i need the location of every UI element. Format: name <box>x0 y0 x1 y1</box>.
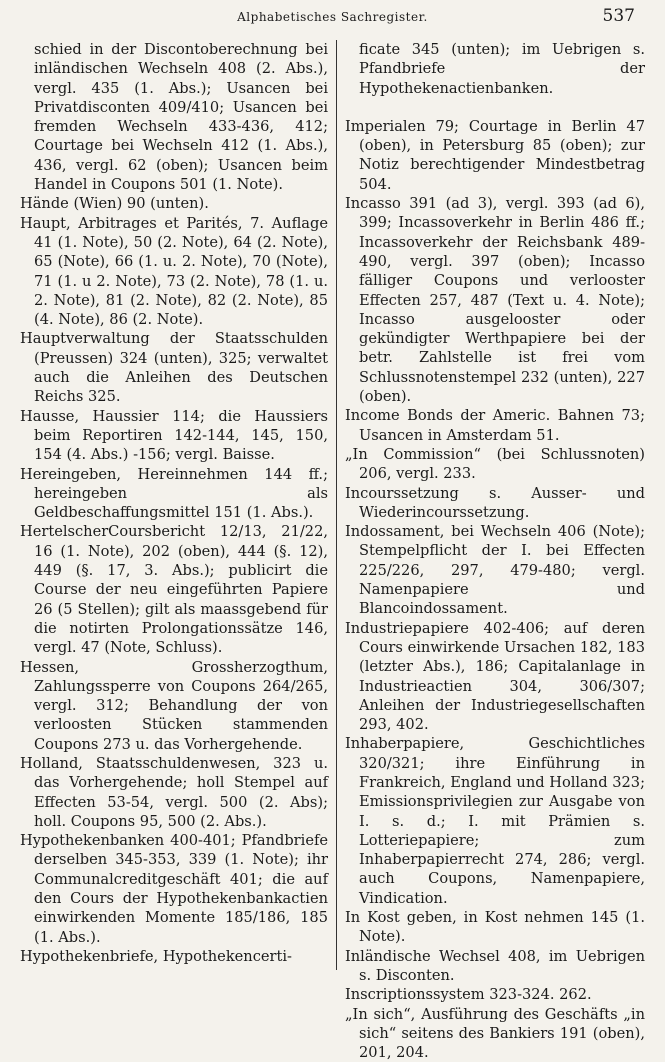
index-entry: Income Bonds der Americ. Bahnen 73; Usancen in Amsterdam 51. <box>345 407 645 444</box>
index-entry: „In sich“, Ausführung des Geschäfts „in sich“ seitens des Bankiers 191 (oben), 201, 204. <box>345 1005 645 1062</box>
index-entry: Hessen, Grossherzogthum, Zahlungssperre von Coupons 264/265, vergl. 312; Behandlung der von verloosten Stücken stammenden Coupons 273 u. das Vorhergehende. <box>20 658 328 753</box>
index-entry: In Kost geben, in Kost nehmen 145 (1. Note). <box>345 909 645 946</box>
page-number: 537 <box>602 6 635 26</box>
index-entry-continuation: ficate 345 (unten); im Uebrigen s. Pfandbriefe der Hypothekenactienbanken. <box>359 41 645 97</box>
index-entry: Incasso 391 (ad 3), vergl. 393 (ad 6), 399; Incassoverkehr in Berlin 486 ff.; Incassoverkehr der Reichsbank 489-490, vergl. 397 (oben); Incasso fälliger Coupons und verlooster Effecten 257, 487 (Text u. 4. Note); Incasso ausgelooster oder gekündigter Werthpapiere bei der betr. Zahlstelle ist frei vom Schlussnotenstempel 232 (unten), 227 (oben). <box>345 195 645 406</box>
index-entry: Inländische Wechsel 408, im Uebrigen s. Disconten. <box>345 947 645 984</box>
index-entry: Hausse, Haussier 114; die Haussiers beim Reportiren 142-144, 145, 150, 154 (4. Abs.) -156; vergl. Baisse. <box>20 407 328 464</box>
index-entry: Imperialen 79; Courtage in Berlin 47 (oben), in Petersburg 85 (oben); zur Notiz berechtigender Mindestbetrag 504. <box>345 117 645 193</box>
index-entry: Hypothekenbanken 400-401; Pfandbriefe derselben 345-353, 339 (1. Note); ihr Communalcreditgeschäft 401; die auf den Cours der Hypothekenbankactien einwirkenden Momente 185/186, 185 (1. Abs.). <box>20 832 328 946</box>
left-column <box>20 40 328 1015</box>
index-entry: Incourssetzung s. Ausser- und Wiederincourssetzung. <box>345 484 645 521</box>
index-entry: „In Commission“ (bei Schlussnoten) 206, vergl. 233. <box>345 445 645 483</box>
index-entry-continuation: schied in der Discontoberechnung bei inländischen Wechseln 408 (2. Abs.), vergl. 435 (1. Abs.); Usancen bei Privatdisconten 409/410; Usancen bei fremden Wechseln 433-436, 412; Courtage bei Wechseln 412 (1. Abs.), 436, vergl. 62 (oben); Usancen beim Handel in Coupons 501 (1. Note). <box>34 41 328 194</box>
index-entry: Industriepapiere 402-406; auf deren Cours einwirkende Ursachen 182, 183 (letzter Abs.), 186; Capitalanlage in Industrieactien 304, 306/307; Anleihen der Industriegesellschaften 293, 402. <box>345 619 645 734</box>
index-entry: Hereingeben, Hereinnehmen 144 ff.; hereingeben als Geldbeschaffungsmittel 151 (1. Abs.). <box>20 465 328 522</box>
index-entry: Hauptverwaltung der Staatsschulden (Preussen) 324 (unten), 325; verwaltet auch die Anleihen des Deutschen Reichs 325. <box>20 330 328 406</box>
running-head: Alphabetisches Sachregister. <box>237 10 428 24</box>
column-divider <box>336 40 337 970</box>
index-entry: Holland, Staatsschuldenwesen, 323 u. das Vorhergehende; holl Stempel auf Effecten 53-54, vergl. 500 (2. Abs); holl. Coupons 95, 500 (2. Abs.). <box>20 754 328 830</box>
right-column <box>345 40 645 1062</box>
index-entry: Inscriptionssystem 323-324. 262. <box>345 986 592 1004</box>
index-entry: Inhaberpapiere, Geschichtliches 320/321; ihre Einführung in Frankreich, England und Holland 323; Emissionsprivilegien zur Ausgabe von I. s. d.; I. mit Prämien s. Lotteriepapiere; zum Inhaberpapierrecht 274, 286; vergl. auch Coupons, Namenpapiere, Vindication. <box>345 735 645 907</box>
index-entry: Haupt, Arbitrages et Parités, 7. Auflage 41 (1. Note), 50 (2. Note), 64 (2. Note), 65 (Note), 66 (1. u. 2. Note), 70 (Note), 71 (1. u 2. Note), 73 (2. Note), 78 (1. u. 2. Note), 81 (2. Note), 82 (2. Note), 85 (4. Note), 86 (2. Note). <box>20 214 328 329</box>
index-entry: Hände (Wien) 90 (unten). <box>20 195 209 213</box>
index-entry: Indossament, bei Wechseln 406 (Note); Stempelpflicht der I. bei Effecten 225/226, 297, 479-480; vergl. Namenpapiere und Blancoindossament. <box>345 523 645 618</box>
index-entry: Hypothekenbriefe, Hypothekencerti- <box>20 947 292 965</box>
index-entry: HertelscherCoursbericht 12/13, 21/22, 16 (1. Note), 202 (oben), 444 (§. 12), 449 (§. 17, 3. Abs.); publicirt die Course der neu eingeführten Papiere 26 (5 Stellen); gilt als maassgebend für die notirten Prolongationssätze 146, vergl. 47 (Note, Schluss). <box>20 523 328 657</box>
page-header <box>0 6 665 32</box>
index-columns <box>20 40 645 1062</box>
